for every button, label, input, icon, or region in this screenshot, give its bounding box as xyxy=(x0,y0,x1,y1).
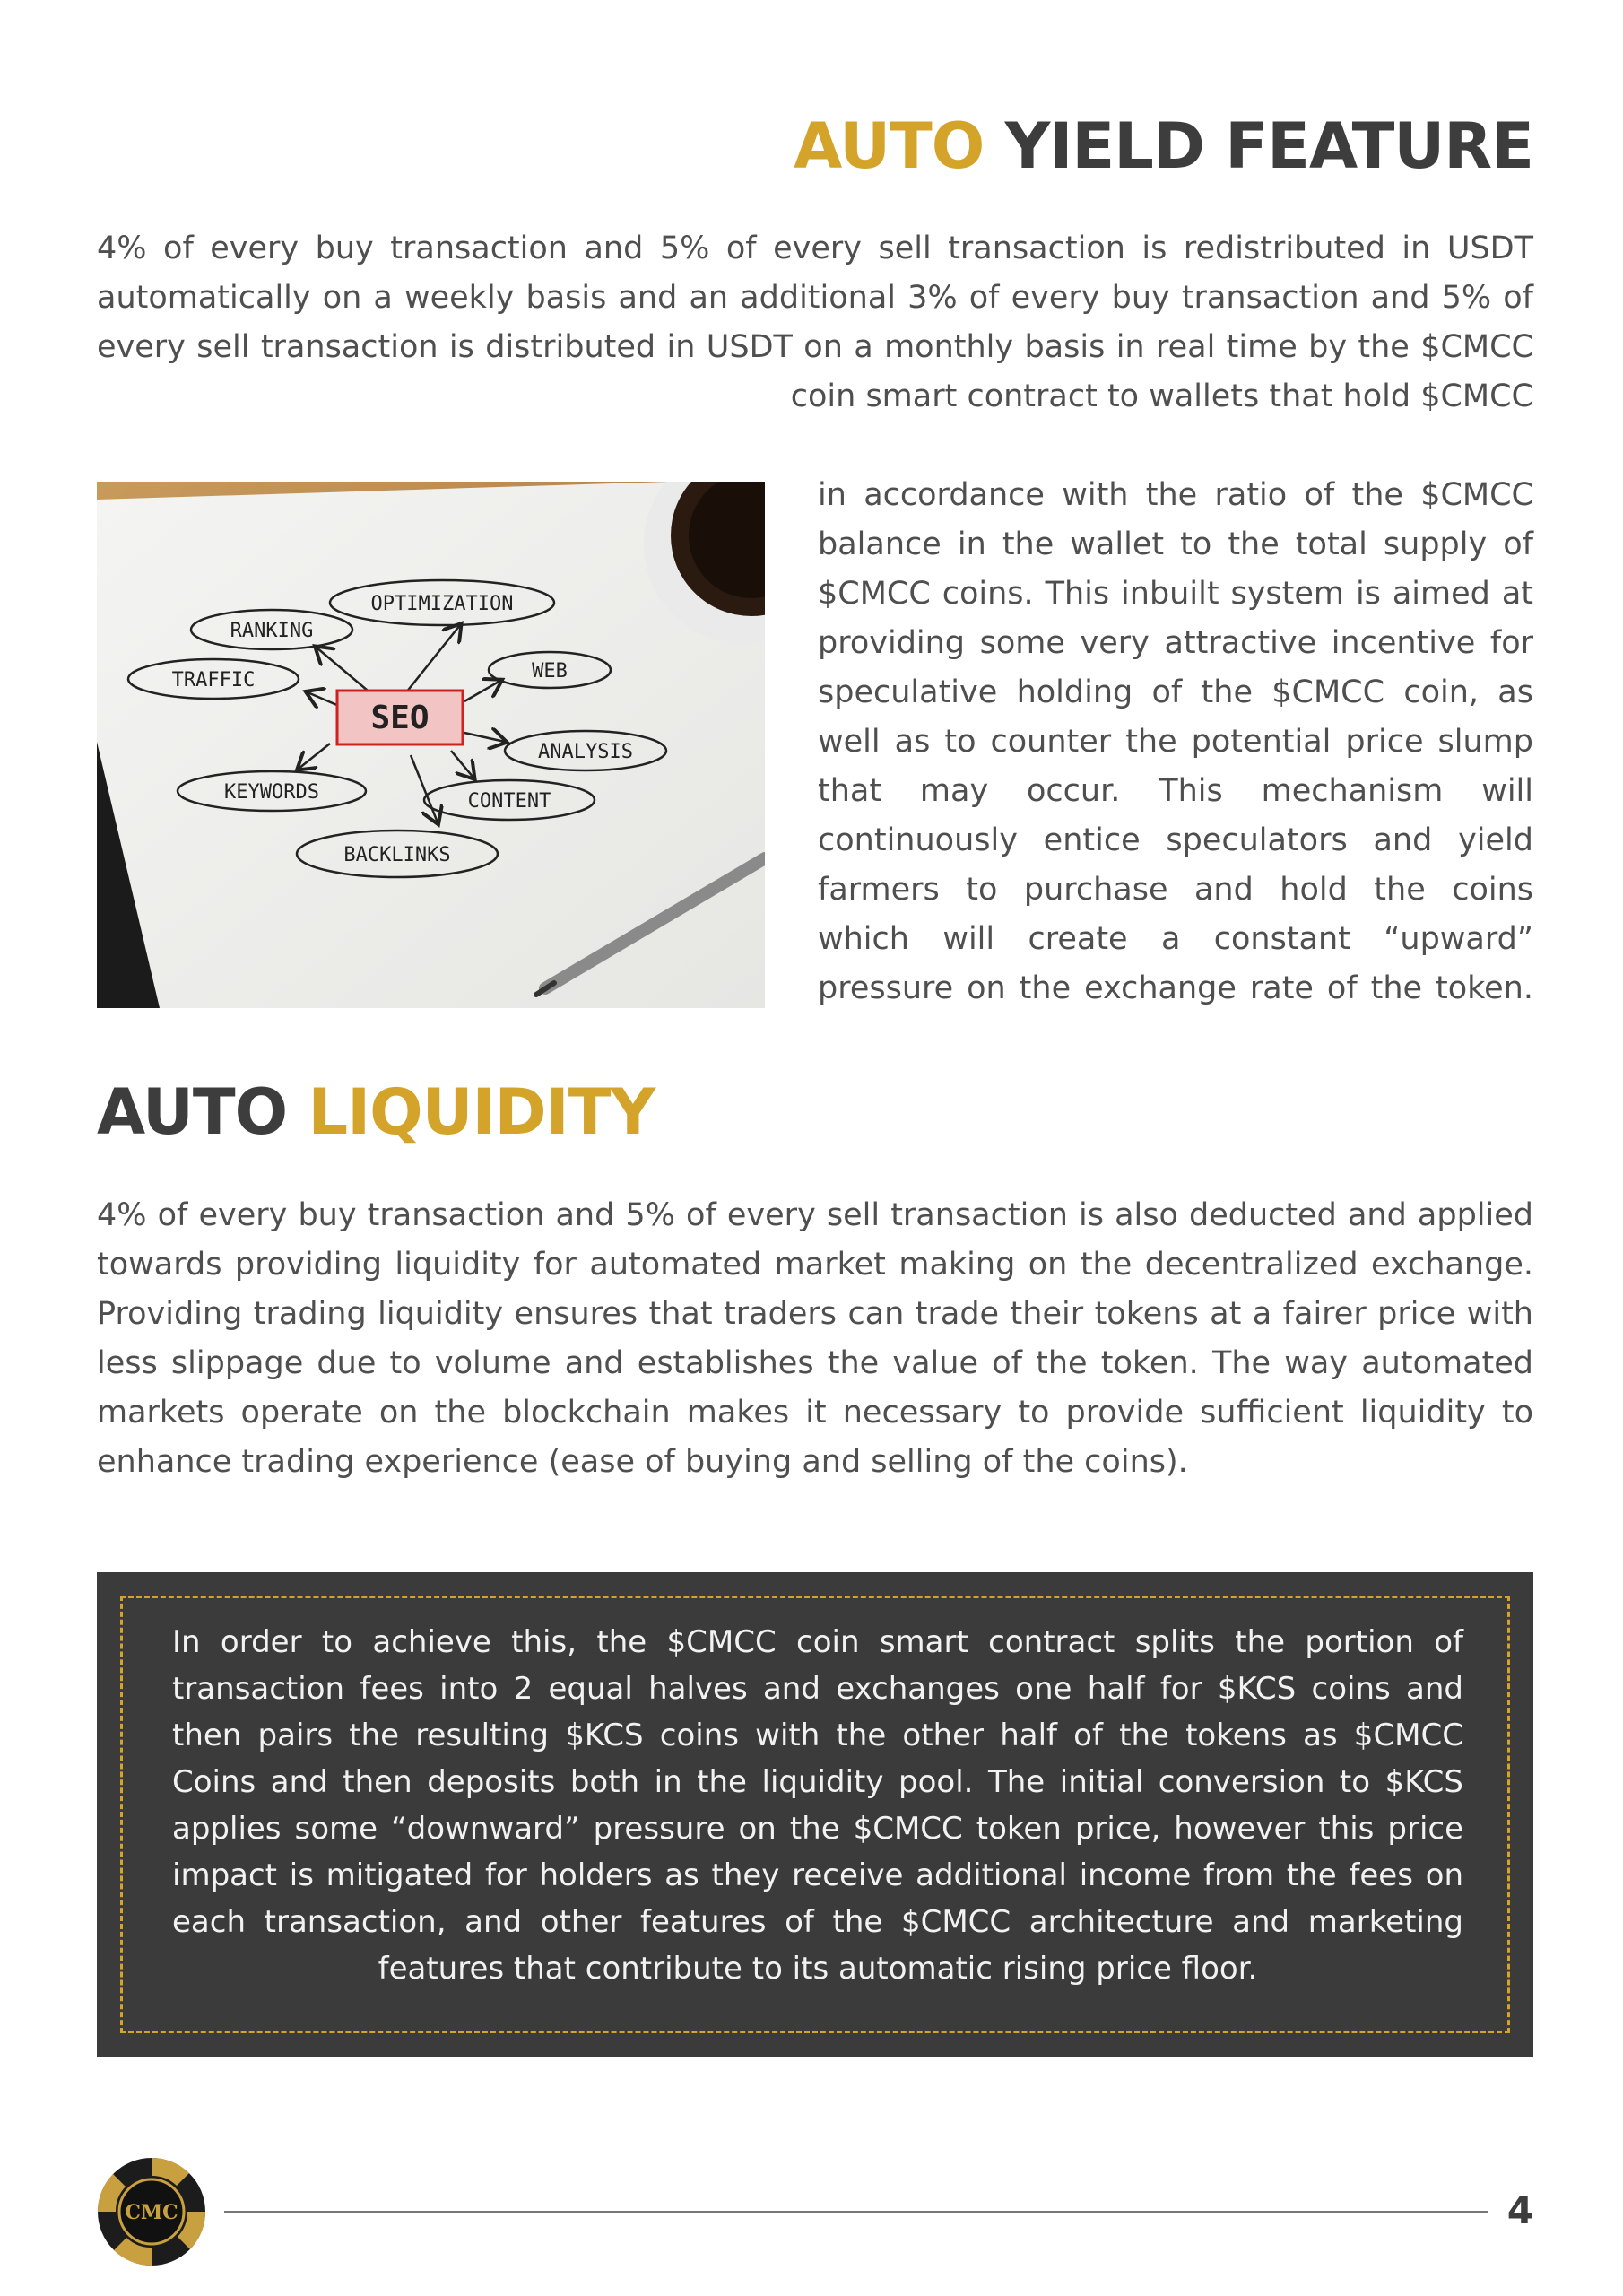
seo-label-analysis: ANALYSIS xyxy=(538,741,633,763)
seo-label-keywords: KEYWORDS xyxy=(224,781,319,804)
page-number: 4 xyxy=(1506,2188,1533,2232)
liquidity-paragraph: 4% of every buy transaction and 5% of every sell transaction is also deducted and applied towards providing liquidity for automated market making on the decentralized exchange. Providing trading liquidity ensures that traders can trade their tokens at a fairer price with less slippage due to volume and establishes the value of the token. The way automated markets operate on the blockchain makes it necessary to provide sufficient liquidity to enhance trading experience (ease of buying and selling of the coins). xyxy=(97,1197,1533,1480)
cmcc-coin-logo xyxy=(97,2157,206,2266)
seo-label-center: SEO xyxy=(370,700,430,736)
title-accent: AUTO xyxy=(794,109,985,183)
seo-label-web: WEB xyxy=(532,660,568,683)
logo-coin-icon xyxy=(97,2157,206,2266)
logo-text: CMC xyxy=(125,2201,178,2224)
seo-label-ranking: RANKING xyxy=(230,620,314,642)
title-accent-liquidity: LIQUIDITY xyxy=(308,1075,655,1149)
title-auto-liquidity xyxy=(97,1075,655,1149)
title-dark: AUTO xyxy=(97,1075,288,1149)
yield-paragraph-side: in accordance with the ratio of the $CMCC balance in the wallet to the total supply of $CMCC coins. This inbuilt system is aimed at providing some very attractive incentive for speculative holding of the $CMCC coin, as well as to counter the potential price slump that may occur. This mechanism will continuously entice speculators and yield farmers to purchase and hold the coins which will create a constant “upward” pressure on the exchange rate of the token. xyxy=(818,477,1533,1006)
liquidity-note-text: In order to achieve this, the $CMCC coin smart contract splits the portion of transaction fees into 2 equal halves and exchanges one half for $KCS coins and then pairs the resulting $KCS coins with the other half of the tokens as $CMCC Coins and then deposits both in the liquidity pool. The initial conversion to $KCS applies some “downward” pressure on the $CMCC token price, however this price impact is mitigated for holders as they receive additional income from the fees on each transaction, and other features of the $CMCC architecture and marketing features that contribute to its automatic rising price floor. xyxy=(172,1624,1463,1987)
seo-label-traffic: TRAFFIC xyxy=(171,669,256,691)
footer-divider xyxy=(224,2211,1488,2213)
liquidity-note-box xyxy=(97,1572,1533,2057)
seo-label-optimization: OPTIMIZATION xyxy=(370,593,514,615)
yield-paragraph-top: 4% of every buy transaction and 5% of every sell transaction is redistributed in USDT automatically on a weekly basis and an additional 3% of every buy transaction and 5% of every sell transaction is distributed in USDT on a monthly basis in real time by the $CMCC coin smart contract to wallets that hold $CMCC xyxy=(97,230,1533,414)
seo-illustration xyxy=(97,482,765,1008)
seo-label-content: CONTENT xyxy=(467,790,551,813)
seo-diagram-photo xyxy=(97,482,765,1008)
seo-label-backlinks: BACKLINKS xyxy=(343,844,451,866)
title-rest: YIELD FEATURE xyxy=(1004,109,1533,183)
title-yield-feature xyxy=(794,109,1533,183)
